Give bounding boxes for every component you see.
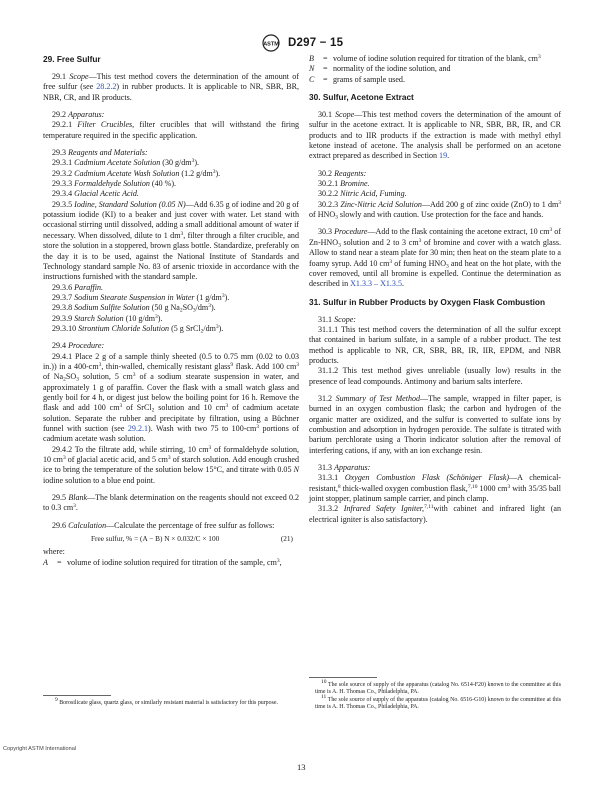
para-29-3-3: 29.3.3 Formaldehyde Solution (40 %). — [52, 179, 177, 189]
section-31-heading: 31. Sulfur in Rubber Products by Oxygen Flask Combustion — [309, 296, 546, 307]
para-29-4: 29.4 Procedure: — [52, 341, 105, 351]
para-29-3-4: 29.3.4 Glacial Acetic Acid. — [52, 189, 139, 199]
definition-A: A = volume of iodine solution required for titration of the sample, $cm^3$, — [43, 557, 282, 567]
para-29-3-5: 29.3.5 Iodine, Standard Solution (0.05 N)—Add 6.35 g of iodine and 20 g of potassium iodide (KI) to a beaker and just cover with water. Let stand with occasional stirring until dissolved, adding a small additional amount of water if necessary. When dissolved, dilute to 1 $dm^3$, filter through a filter crucible, and store the solution in a stoppered, brown glass bottle. Standardize, preferably on the day it is to be used, against the National Institute of Standards and Technology standard sample No. 83 of arsenic trioxide in accordance with the instructions furnished with the standard sample. — [43, 199, 299, 282]
para-31-2: 31.2 Summary of Test Method—The sample, wrapped in filter paper, is burned in an oxygen combustion flask; the carbon and hydrogen of the organic matter are oxidized, and the sulfur is converted to sulfate ions by combustion and adsorption in hydrogen peroxide. The sulfate is titrated with barium perchlorate using a Thorin indicator solution after the removal of interfering cations, if any, with an ion exchange resin. — [309, 393, 561, 455]
para-30-1: 30.1 Scope—This test method covers the determination of the amount of sulfur in the acetone extract. It is applicable to NR, SBR, BR, IR, and CR products and to IIR products if the extraction is made with methyl ethyl ketone instead of acetone. The analysis shall be performed on an acetone extract prepared as described in Section 19. — [309, 110, 561, 161]
para-30-2-1: 30.2.1 Bromine. — [318, 179, 370, 189]
para-29-3-1: 29.3.1 Cadmium Acetate Solution (30 $g/dm^3$). — [52, 158, 200, 168]
xref-x1-3-3[interactable]: X1.3.3 – X1.3.5 — [350, 279, 402, 289]
para-31-3: 31.3 Apparatus: — [318, 463, 371, 472]
section-30-heading: 30. Sulfur, Acetone Extract — [309, 92, 414, 103]
para-31-1: 31.1 Scope: — [318, 314, 356, 324]
para-31-3-2: 31.3.2 Infrared Safety Igniter,$^{7,11}$with cabinet and infrared light (an electrical igniter is also satisfactory). — [309, 504, 561, 524]
equation-number: (21) — [280, 534, 293, 544]
para-29-3: 29.3 Reagents and Materials: — [52, 148, 148, 158]
page-header — [262, 34, 343, 52]
standard-designation: D297 − 15 — [288, 37, 344, 49]
para-31-1-2: 31.1.2 This test method gives unreliable (usually low) results in the presence of lead compounds. Antimony and barium salts interfere. — [309, 366, 561, 386]
svg-text:ASTM: ASTM — [263, 41, 279, 48]
para-31-1-1: 31.1.1 This test method covers the determination of all the sulfur except that contained in barium sulfate, in a sample of a rubber product. The test method is applicable to NR, CR, SBR, BR, IR, IIR, EPDM, and NBR products. — [309, 324, 561, 365]
xref-29-2-1[interactable]: 29.2.1 — [127, 424, 149, 433]
para-29-2: 29.2 Apparatus: — [52, 110, 105, 120]
footnote-9: $^9$ Borosilicate glass, quartz glass, or similarly resistant material is satisfactory for this purpose. — [55, 697, 278, 706]
footnote-11: $^{11}$ The sole source of supply of the apparatus (catalog No. 6516-G10) known to the committee at this time is A. H. Thomas Co., Philadelphia, PA. — [315, 693, 561, 711]
para-29-3-2: 29.3.2 Cadmium Acetate Wash Solution (1.2 $g/dm^3$). — [52, 168, 221, 178]
para-29-3-6: 29.3.6 Paraffin. — [52, 282, 103, 292]
para-29-3-10: 29.3.10 Strontium Chloride Solution (5 g $SrCl_2/dm^3$). — [52, 323, 224, 335]
para-30-2-2: 30.2.2 Nitric Acid, Fuming. — [318, 189, 407, 199]
para-29-4-1: 29.4.1 Place 2 g of a sample thinly sheeted (0.5 to 0.75 mm (0.02 to 0.03 in.)) in a $400-cm^3$, thin-walled, chemically resistant glass$^9$ flask. Add 100 $cm^3$ of $Na_2SO_3$ solution, 5 $cm^3$ of a sodium stearate suspension in water, and approximately 1 g of paraffin. Cover the flask with a small watch glass and gently boil for 4 h, or digest just below the boiling point for 16 h. Remove the flask and add 100 $cm^3$ of SrCl$_2$ solution and 10 $cm^3$ of cadmium acetate solution. Separate the rubber and precipitate by filtration, using a Büchner funnel with suction (see 29.2.1). Wash with two 75 to $100-cm^3$ portions of cadmium acetate wash solution. — [43, 351, 300, 444]
para-29-6: 29.6 Calculation—Calculate the percentage of free sulfur as follows: — [52, 520, 275, 530]
definition-C: C = grams of sample used. — [309, 74, 405, 84]
para-29-2-1: 29.2.1 Filter Crucibles, filter crucibles that will withstand the firing temperature required in the specific application. — [43, 120, 299, 140]
footnotes-left — [43, 695, 299, 707]
footnotes-right — [309, 677, 561, 712]
equation-text: Free sulfur, % = (A − B) N × 0.032/C × 100 — [91, 534, 220, 544]
astm-logo-icon — [262, 34, 284, 52]
definition-B: B = volume of iodine solution required for titration of the blank, $cm^3$ — [309, 54, 541, 63]
left-column — [43, 54, 299, 568]
copyright-notice: Copyright ASTM International — [3, 746, 77, 752]
where-label: where: — [43, 547, 65, 557]
para-30-2: 30.2 Reagents: — [318, 168, 367, 178]
xref-28-2-2[interactable]: 28.2.2 — [96, 82, 117, 92]
footnote-rule — [309, 677, 377, 678]
para-29-4-2: 29.4.2 To the filtrate add, while stirring, 10 $cm^3$ of formaldehyde solution, 10 $cm^3$ of glacial acetic acid, and 5 $cm^3$ of starch solution. Add enough crushed ice to bring the temperature of the solution below 15°C, and titrate with 0.05 N iodine solution to a blue end point. — [43, 444, 300, 485]
section-29-heading: 29. Free Sulfur — [43, 54, 101, 64]
para-29-1: 29.1 Scope—This test method covers the determination of the amount of free sulfur (see 28.2.2) in rubber products. It is applicable to NR, SBR, BR, NBR, CR, and IR products. — [43, 72, 300, 102]
equation-21 — [43, 531, 299, 547]
right-column — [309, 54, 561, 525]
para-30-2-3: 30.2.3 Zinc-Nitric Acid Solution—Add 200 g of zinc oxide (ZnO) to 1 $dm^3$ of $HNO_3$ slowly and with caution. Use protection for the face and hands. — [309, 199, 561, 221]
para-30-3: 30.3 Procedure—Add to the flask containing the acetone extract, 10 $cm^3$ of $Zn-HNO_3$ solution and 2 to 3 $cm^3$ of bromine and cover with a watch glass. Allow to stand near a steam plate for 30 min; then heat on the steam plate to a foamy syrup. Add 10 $cm^3$ of fuming $HNO_3$ and heat on the hot plate, with the cover removed, until all bromine is expelled. Continue the determination as described in X1.3.3 – X1.3.5. — [309, 227, 562, 289]
page-number: 13 — [297, 762, 306, 772]
xref-section-19[interactable]: 19 — [439, 151, 448, 161]
para-29-3-7: 29.3.7 Sodium Stearate Suspension in Water (1 $g/dm^3$). — [52, 292, 230, 302]
para-29-3-9: 29.3.9 Starch Solution (10 $g/dm^3$). — [52, 313, 163, 323]
para-29-5: 29.5 Blank—The blank determination on the reagents should not exceed 0.2 to 0.3 $cm^3$. — [43, 493, 300, 513]
footnote-rule — [43, 695, 111, 696]
definition-N: N = normality of the iodine solution, and — [309, 64, 451, 74]
footnote-10: $^{10}$ The sole source of supply of the apparatus (catalog No. 6514-F20) known to the committee at this time is A. H. Thomas Co., Philadelphia, PA. — [315, 679, 561, 696]
para-29-3-8: 29.3.8 Sodium Sulfite Solution (50 g $Na_2SO_3/dm^3$). — [52, 303, 216, 314]
para-31-3-1: 31.3.1 Oxygen Combustion Flask (Schöniger Flask)—A chemical-resistant,$^8$ thick-walled oxygen combustion flask,$^{7,10}$ 1000 $cm^3$ with 35/35 ball joint stopper, platinum sample carrier, and pinch clamp. — [309, 473, 561, 504]
